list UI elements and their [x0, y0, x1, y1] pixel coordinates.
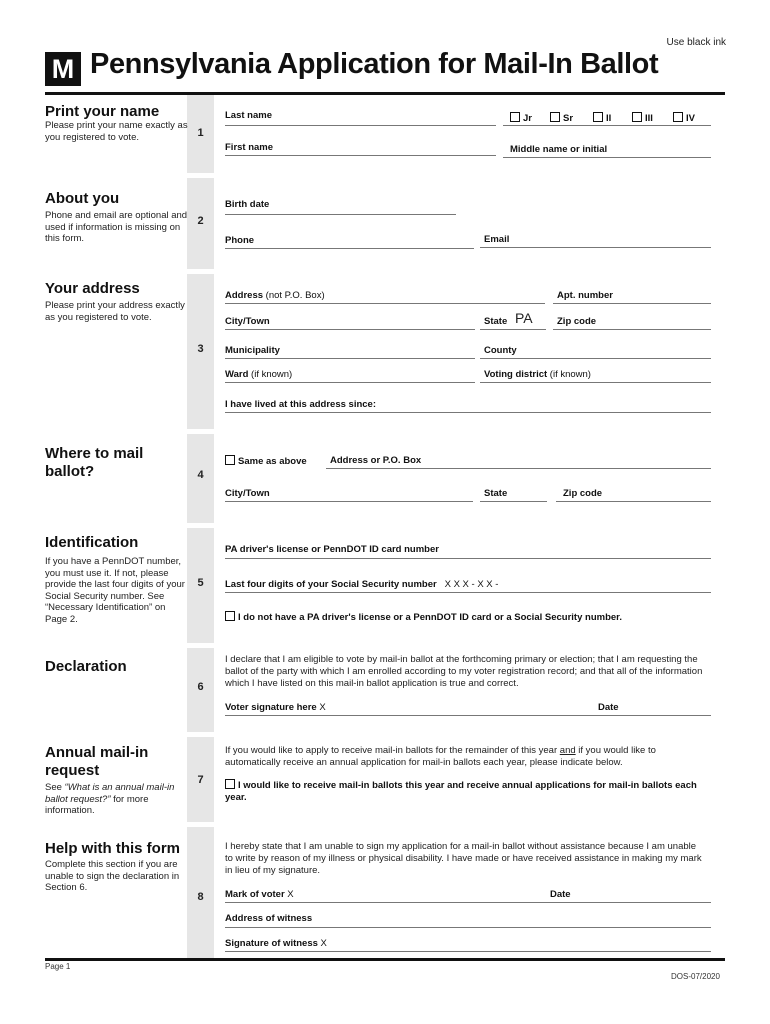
- apt-number-field[interactable]: [553, 303, 711, 304]
- first-name-label: First name: [225, 142, 274, 153]
- section-desc-identification: If you have a PennDOT number, you must use it. If not, please provide the last four digits of your Social Security number. See “Necessary Identification” on Page 2.: [45, 556, 185, 625]
- birth-date-field[interactable]: [225, 214, 456, 215]
- mail-state-label: State: [484, 488, 508, 499]
- section-divider: [187, 429, 214, 434]
- top-divider: [45, 92, 725, 95]
- form-badge: M: [45, 52, 81, 86]
- last-name-field[interactable]: [225, 125, 496, 126]
- section-number-5: 5: [197, 577, 204, 589]
- section-number-8: 8: [197, 891, 204, 903]
- lived-since-field[interactable]: [225, 412, 711, 413]
- ward-label: Ward (if known): [225, 369, 293, 380]
- municipality-label: Municipality: [225, 345, 280, 356]
- voter-signature-field[interactable]: [225, 715, 711, 716]
- section-divider: [187, 269, 214, 274]
- help-text: I hereby state that I am unable to sign my application for a mail-in ballot without assistance because I am unable to write by reason of my illness or physical disability. I have made or have received assistance in making my mark in lieu of my signature.: [225, 841, 702, 876]
- state-label: State: [484, 316, 508, 327]
- mail-city-field[interactable]: [225, 501, 473, 502]
- section-title-mail-to: Where to mail ballot?: [45, 445, 144, 480]
- suffix-iii-checkbox[interactable]: III: [632, 112, 653, 124]
- checkbox-icon: [673, 112, 683, 122]
- section-number-6: 6: [197, 681, 204, 693]
- witness-address-label: Address of witness: [225, 913, 313, 924]
- section-title-address: Your address: [45, 280, 140, 297]
- ward-field[interactable]: [225, 382, 475, 383]
- license-label: PA driver's license or PennDOT ID card number: [225, 544, 439, 555]
- middle-name-field[interactable]: [503, 157, 711, 158]
- mark-of-voter-label: Mark of voter X: [225, 889, 294, 900]
- page-number: Page 1: [45, 962, 71, 971]
- last-name-label: Last name: [225, 110, 272, 121]
- section-divider: [187, 173, 214, 178]
- checkbox-icon: [593, 112, 603, 122]
- city-field[interactable]: [225, 329, 475, 330]
- mail-city-label: City/Town: [225, 488, 270, 499]
- zip-field[interactable]: [553, 329, 711, 330]
- declaration-text: I declare that I am eligible to vote by mail-in ballot at the forthcoming primary or election; that I am requesting the ballot of the party with which I am enrolled according to my voter registration record; and that all of the information which I have listed on this mail-in ballot application is true and correct.: [225, 654, 703, 689]
- mail-address-label: Address or P.O. Box: [330, 455, 422, 466]
- section-number-2: 2: [197, 215, 204, 227]
- municipality-field[interactable]: [225, 358, 475, 359]
- ssn-field[interactable]: [225, 592, 711, 593]
- section-title-annual: Annual mail-in request: [45, 744, 149, 779]
- email-field[interactable]: [480, 247, 711, 248]
- suffix-sr-checkbox[interactable]: Sr: [550, 112, 573, 124]
- voting-district-field[interactable]: [480, 382, 711, 383]
- section-title-about: About you: [45, 190, 120, 207]
- section-desc-name: Please print your name exactly as you registered to vote.: [45, 120, 188, 143]
- suffix-line: [503, 125, 711, 126]
- section-number-1: 1: [197, 127, 204, 139]
- county-field[interactable]: [480, 358, 711, 359]
- section-number-3: 3: [197, 343, 204, 355]
- bottom-divider: [45, 958, 725, 961]
- page-title: Pennsylvania Application for Mail-In Ballot: [90, 48, 659, 80]
- section-number-7: 7: [197, 774, 204, 786]
- witness-address-field[interactable]: [225, 927, 711, 928]
- help-date-label: Date: [550, 889, 571, 900]
- mail-zip-field[interactable]: [556, 501, 711, 502]
- section-divider: [187, 643, 214, 648]
- mail-address-field[interactable]: [326, 468, 711, 469]
- use-black-ink-note: Use black ink: [666, 37, 726, 48]
- section-desc-annual: See “What is an annual mail-in ballot request?” for more information.: [45, 782, 175, 816]
- phone-field[interactable]: [225, 248, 474, 249]
- checkbox-icon: [225, 455, 235, 465]
- license-field[interactable]: [225, 558, 711, 559]
- section-title-name: Print your name: [45, 103, 160, 120]
- phone-label: Phone: [225, 235, 255, 246]
- annual-text: If you would like to apply to receive mail-in ballots for the remainder of this year and if you would like to automatically receive an annual application for mail-in ballots each year, please indicate below.: [225, 745, 656, 768]
- ssn-label: Last four digits of your Social Security number X X X - X X -: [225, 579, 499, 590]
- checkbox-icon: [225, 611, 235, 621]
- mail-zip-label: Zip code: [563, 488, 603, 499]
- state-value: PA: [515, 310, 533, 326]
- section-desc-address: Please print your address exactly as you registered to vote.: [45, 300, 185, 323]
- form-code: DOS-07/2020: [671, 972, 720, 981]
- voter-signature-label: Voter signature here X: [225, 702, 326, 713]
- checkbox-icon: [632, 112, 642, 122]
- suffix-iv-checkbox[interactable]: IV: [673, 112, 695, 124]
- annual-request-checkbox[interactable]: I would like to receive mail-in ballots this year and receive annual applications for mail-in ballots each year.: [225, 780, 697, 803]
- city-label: City/Town: [225, 316, 270, 327]
- section-title-help: Help with this form: [45, 840, 180, 857]
- lived-since-label: I have lived at this address since:: [225, 399, 377, 410]
- county-label: County: [484, 345, 517, 356]
- address-field[interactable]: [225, 303, 545, 304]
- mark-of-voter-field[interactable]: [225, 902, 711, 903]
- address-label: Address (not P.O. Box): [225, 290, 325, 301]
- birth-date-label: Birth date: [225, 199, 270, 210]
- section-divider: [187, 523, 214, 528]
- mail-state-field[interactable]: [480, 501, 547, 502]
- no-id-checkbox[interactable]: I do not have a PA driver's license or a PennDOT ID card or a Social Security number.: [225, 611, 622, 623]
- zip-label: Zip code: [557, 316, 597, 327]
- suffix-ii-checkbox[interactable]: II: [593, 112, 611, 124]
- first-name-field[interactable]: [225, 155, 496, 156]
- section-title-declaration: Declaration: [45, 658, 127, 675]
- email-label: Email: [484, 234, 510, 245]
- suffix-jr-checkbox[interactable]: Jr: [510, 112, 532, 124]
- voting-district-label: Voting district (if known): [484, 369, 591, 380]
- section-divider: [187, 732, 214, 737]
- declaration-date-label: Date: [598, 702, 619, 713]
- apt-number-label: Apt. number: [557, 290, 613, 301]
- section-title-identification: Identification: [45, 534, 139, 551]
- section-number-4: 4: [197, 469, 204, 481]
- checkbox-icon: [225, 779, 235, 789]
- section-desc-about: Phone and email are optional and used if information is missing on this form.: [45, 210, 188, 244]
- section-divider: [187, 822, 214, 827]
- state-field[interactable]: [480, 329, 546, 330]
- same-as-above-checkbox[interactable]: Same as above: [225, 455, 307, 467]
- section-desc-help: Complete this section if you are unable to sign the declaration in Section 6.: [45, 859, 180, 893]
- checkbox-icon: [510, 112, 520, 122]
- witness-signature-label: Signature of witness X: [225, 938, 327, 949]
- checkbox-icon: [550, 112, 560, 122]
- witness-signature-field[interactable]: [225, 951, 711, 952]
- middle-name-label: Middle name or initial: [510, 144, 608, 155]
